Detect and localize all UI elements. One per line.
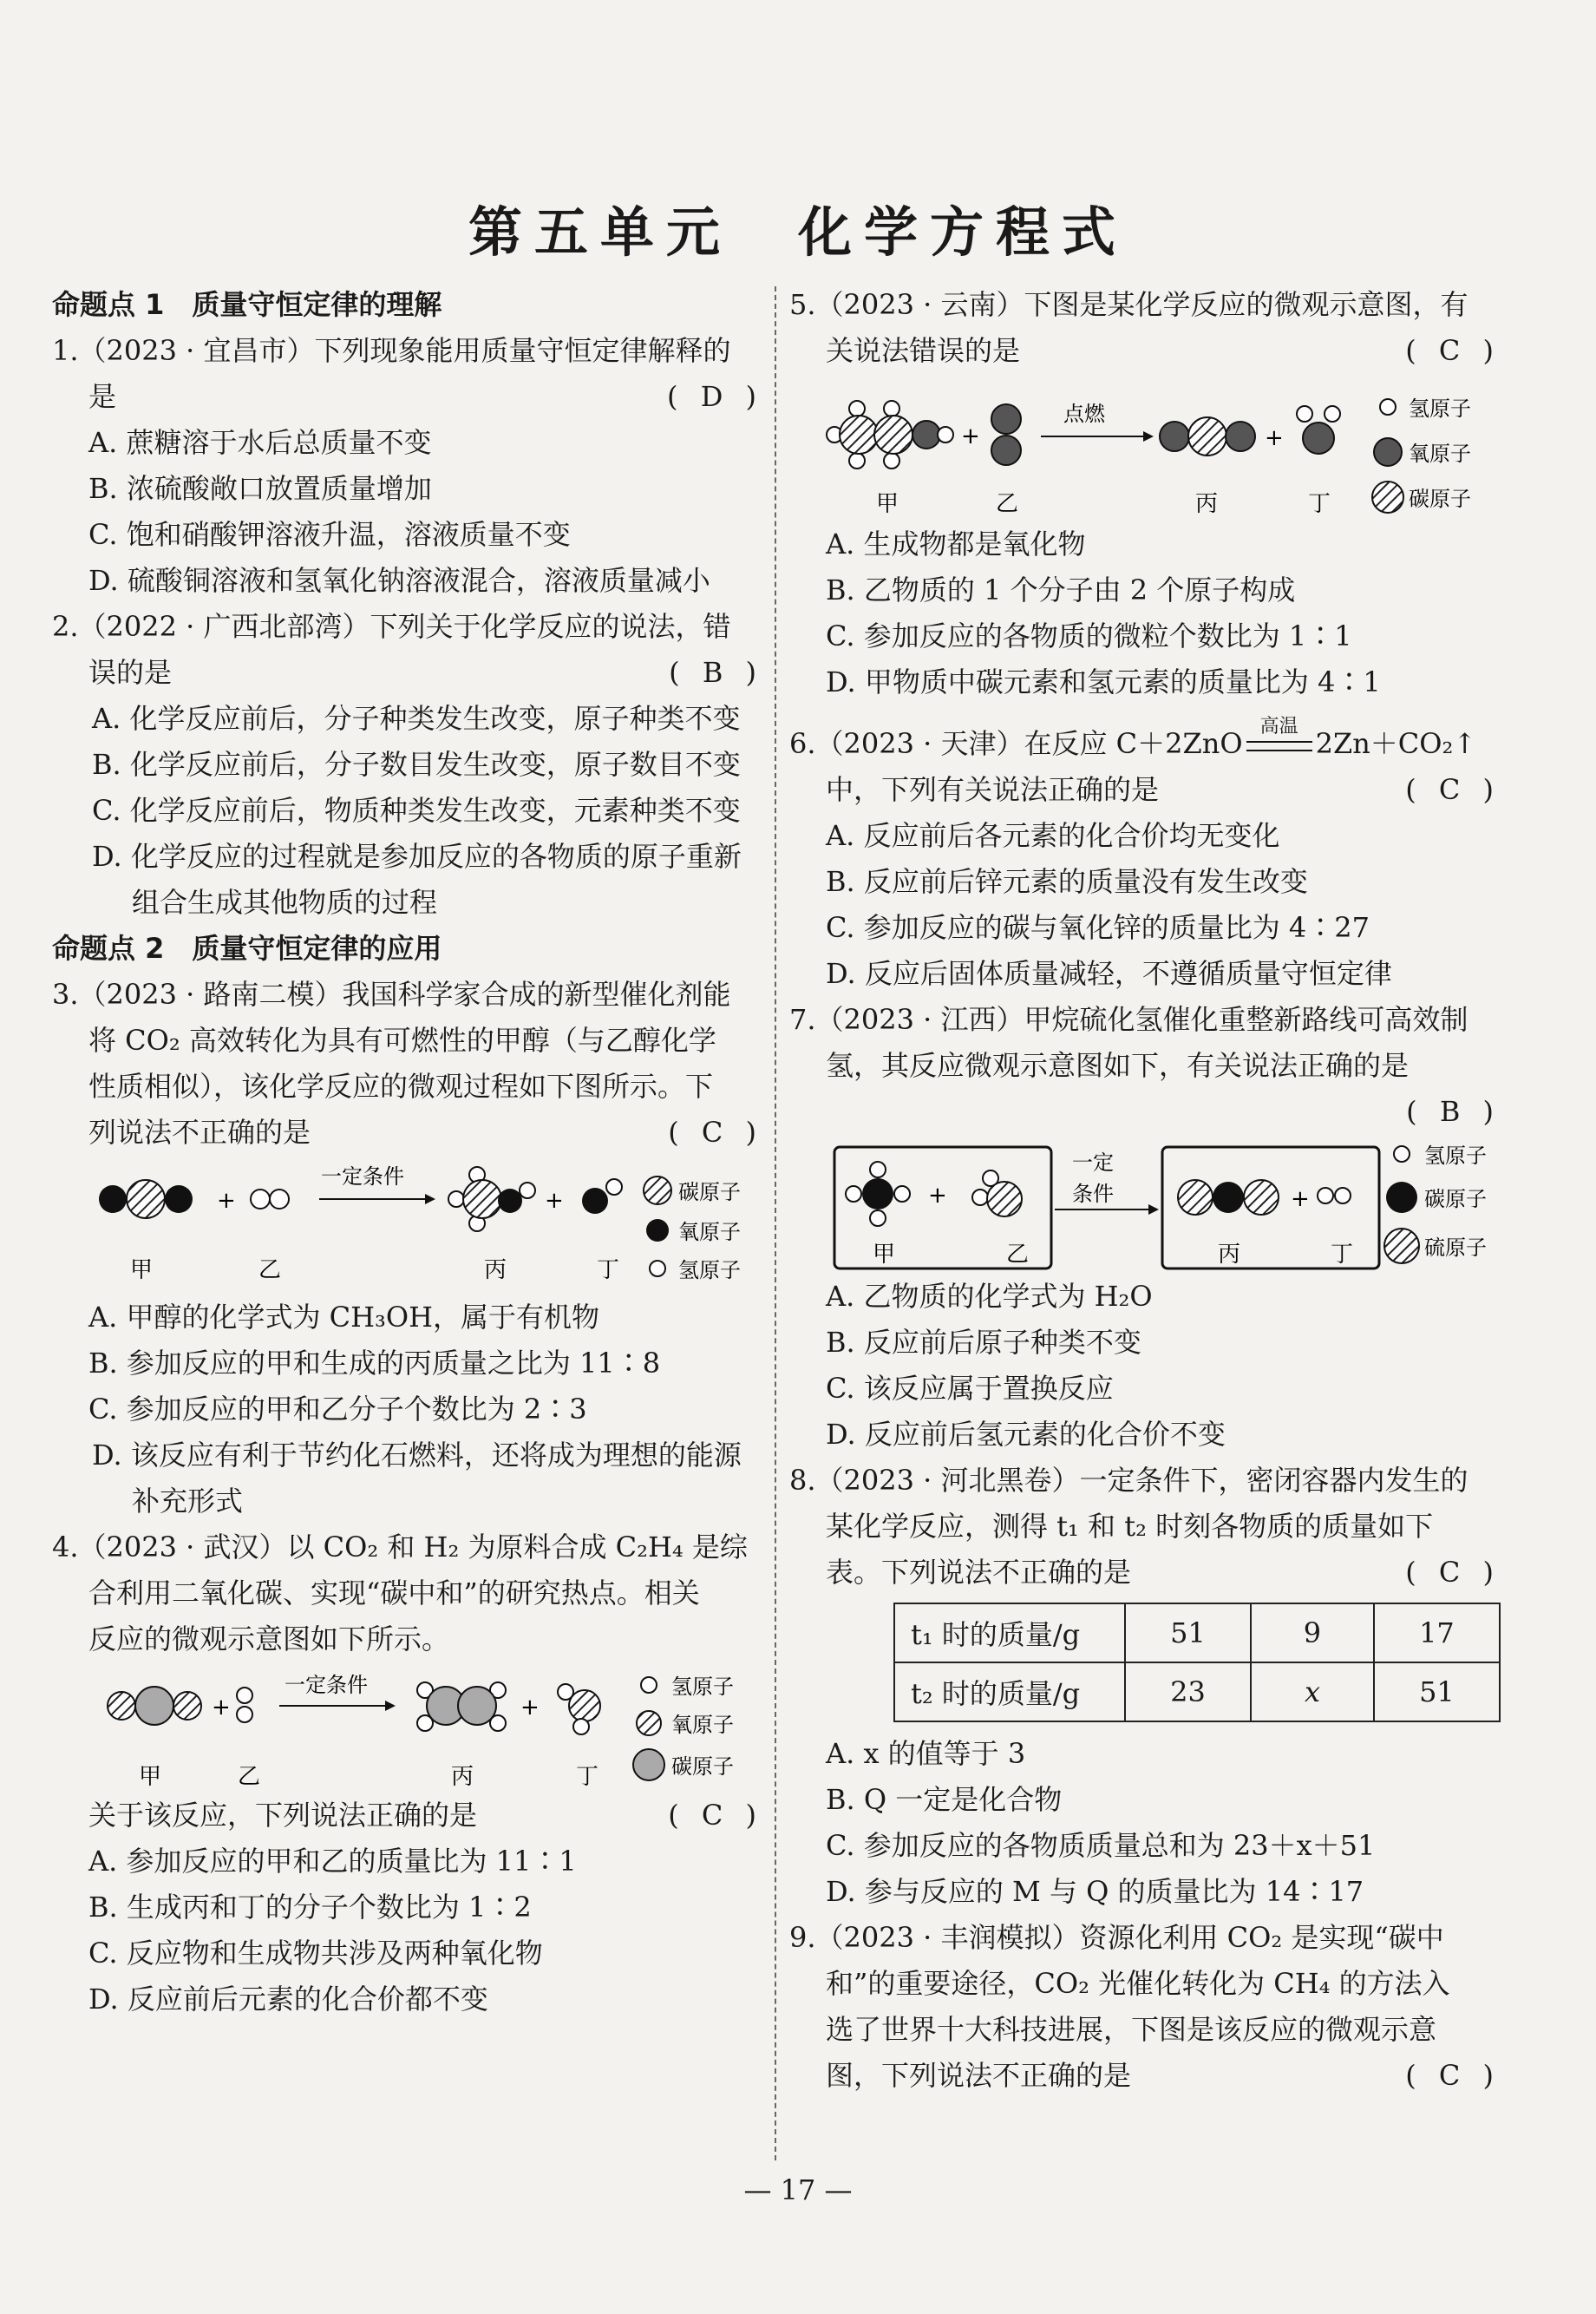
left-column xyxy=(52,282,763,2022)
q3-stem4: 列说法不正确的是 xyxy=(88,1116,311,1149)
q5-option-c: C. 参加反应的各物质的微粒个数比为 1∶1 xyxy=(826,619,1352,652)
q4-label-bing: 丙 xyxy=(451,1764,474,1790)
q7-molecule-yi xyxy=(972,1170,1022,1216)
q8-answer: ( C ) xyxy=(1405,1556,1501,1589)
q7-label-jia: 甲 xyxy=(873,1242,896,1268)
q9-stem4: 图，下列说法不正确的是 xyxy=(826,2059,1132,2092)
q6-equals-sign xyxy=(1243,716,1316,767)
q5-legend-oxygen: 氧原子 xyxy=(1409,442,1471,466)
q4-stem1: 4.（2023 · 武汉）以 CO₂ 和 H₂ 为原料合成 C₂H₄ 是综 xyxy=(52,1531,748,1563)
q3-legend-carbon: 碳原子 xyxy=(678,1180,741,1204)
q3-stem2: 将 CO₂ 高效转化为具有可燃性的甲醇（与乙醇化学 xyxy=(88,1024,716,1057)
q4-label-jia: 甲 xyxy=(139,1764,162,1790)
table-cell: 9 xyxy=(1251,1603,1374,1662)
q9-stem1: 9.（2023 · 丰润模拟）资源化利用 CO₂ 是实现“碳中 xyxy=(789,1921,1444,1954)
table-cell: t₂ 时的质量/g xyxy=(894,1662,1125,1721)
q4-reaction-diagram xyxy=(52,1662,763,1793)
q2-stem2: 误的是 xyxy=(88,656,173,689)
q6-condition: 高温 xyxy=(1259,716,1298,737)
question-3 xyxy=(52,972,763,1156)
q5-reaction-diagram xyxy=(789,374,1501,521)
q7-option-a: A. 乙物质的化学式为 H₂O xyxy=(826,1280,1153,1313)
section-heading-2: 命题点 2 质量守恒定律的应用 xyxy=(52,932,442,965)
q6-option-c: C. 参加反应的碳与氧化锌的质量比为 4∶27 xyxy=(826,911,1370,944)
svg-text:+: + xyxy=(545,1188,564,1214)
q4-label-yi: 乙 xyxy=(238,1764,261,1790)
q3-option-a: A. 甲醇的化学式为 CH₃OH，属于有机物 xyxy=(88,1301,599,1334)
q5-stem2: 关说法错误的是 xyxy=(826,334,1021,367)
q7-legend-carbon: 碳原子 xyxy=(1424,1187,1487,1211)
svg-text:+: + xyxy=(961,423,980,449)
question-1 xyxy=(52,328,763,604)
question-4 xyxy=(52,1524,763,1662)
q4-option-c: C. 反应物和生成物共涉及两种氧化物 xyxy=(88,1937,543,1970)
q4-stem3: 反应的微观示意图如下所示。 xyxy=(88,1622,450,1655)
q6-stem1: 6.（2023 · 天津）在反应 C＋2ZnO xyxy=(789,727,1243,760)
table-cell: 51 xyxy=(1125,1603,1251,1662)
q6-option-d: D. 反应后固体质量减轻，不遵循质量守恒定律 xyxy=(826,957,1392,990)
q4-stem4: 关于该反应，下列说法正确的是 xyxy=(88,1799,478,1832)
q3-option-c: C. 参加反应的甲和乙分子个数比为 2∶3 xyxy=(88,1393,587,1426)
page-number: — 17 — xyxy=(743,2173,853,2206)
q3-molecule-bing xyxy=(448,1167,535,1231)
q3-molecule-yi xyxy=(251,1190,289,1209)
q4-molecule-jia xyxy=(108,1687,201,1725)
table-cell: 51 xyxy=(1374,1662,1500,1721)
q6-stem1b: 2Zn＋CO₂↑ xyxy=(1315,727,1477,760)
q3-stem1: 3.（2023 · 路南二模）我国科学家合成的新型催化剂能 xyxy=(52,978,731,1011)
q4-label-ding: 丁 xyxy=(576,1764,599,1790)
q3-molecule-ding xyxy=(582,1179,622,1214)
q3-option-b: B. 参加反应的甲和生成的丙质量之比为 11∶8 xyxy=(88,1347,661,1380)
q1-answer: ( D ) xyxy=(667,380,763,413)
q5-legend-hydrogen: 氢原子 xyxy=(1409,397,1471,421)
q3-options xyxy=(52,1295,763,1524)
q7-options xyxy=(789,1274,1501,1458)
svg-text:+: + xyxy=(1291,1186,1310,1212)
right-column xyxy=(789,282,1501,2099)
q7-label-ding: 丁 xyxy=(1331,1242,1354,1268)
q2-option-a: A. 化学反应前后，分子种类发生改变，原子种类不变 xyxy=(92,702,741,735)
column-divider xyxy=(775,286,776,2160)
q7-condition-2: 条件 xyxy=(1072,1182,1114,1206)
table-cell: t₁ 时的质量/g xyxy=(894,1603,1125,1662)
table-cell: 17 xyxy=(1374,1603,1500,1662)
table-row xyxy=(894,1603,1500,1662)
q7-legend-hydrogen: 氢原子 xyxy=(1424,1144,1487,1168)
question-5 xyxy=(789,282,1501,374)
svg-text:+: + xyxy=(1265,425,1284,451)
q9-answer: ( C ) xyxy=(1405,2059,1501,2092)
q3-stem3: 性质相似），该化学反应的微观过程如下图所示。下 xyxy=(88,1070,714,1103)
q2-option-b: B. 化学反应前后，分子数目发生改变，原子数目不变 xyxy=(92,748,741,781)
q4-condition: 一定条件 xyxy=(285,1673,368,1697)
q5-label-yi: 乙 xyxy=(996,491,1019,517)
q8-option-c: C. 参加反应的各物质质量总和为 23＋x＋51 xyxy=(826,1829,1376,1862)
q7-label-yi: 乙 xyxy=(1006,1242,1030,1268)
q6-stem2: 中，下列有关说法正确的是 xyxy=(826,773,1160,806)
table-cell: x xyxy=(1251,1662,1374,1721)
question-7 xyxy=(789,997,1501,1089)
question-6 xyxy=(789,716,1501,997)
q5-options xyxy=(789,521,1501,705)
q2-option-c: C. 化学反应前后，物质种类发生改变，元素种类不变 xyxy=(92,794,741,827)
q3-legend-hydrogen: 氢原子 xyxy=(678,1258,741,1282)
page-title: 第五单元 化学方程式 xyxy=(468,200,1128,264)
q7-answer: ( B ) xyxy=(1406,1095,1501,1128)
q8-stem3: 表。下列说法不正确的是 xyxy=(826,1556,1132,1589)
q7-option-c: C. 该反应属于置换反应 xyxy=(826,1372,1114,1405)
q7-molecule-jia xyxy=(846,1162,910,1226)
q6-answer: ( C ) xyxy=(1405,773,1501,806)
q7-molecule-bing xyxy=(1178,1180,1279,1215)
q1-option-d: D. 硫酸铜溶液和氢氧化钠溶液混合，溶液质量减小 xyxy=(88,564,710,597)
q5-label-jia: 甲 xyxy=(876,491,899,517)
q5-label-ding: 丁 xyxy=(1308,491,1331,517)
svg-text:+: + xyxy=(217,1188,236,1214)
q1-stem1: 1.（2023 · 宜昌市）下列现象能用质量守恒定律解释的 xyxy=(52,334,731,367)
question-9 xyxy=(789,1915,1501,2099)
q2-answer: ( B ) xyxy=(669,656,763,689)
q5-condition: 点燃 xyxy=(1063,402,1105,426)
q5-legend-carbon: 碳原子 xyxy=(1409,487,1471,511)
q8-mass-table xyxy=(893,1603,1501,1722)
q3-option-d: D. 该反应有利于节约化石燃料，还将成为理想的能源补充形式 xyxy=(92,1439,742,1518)
q5-option-a: A. 生成物都是氧化物 xyxy=(826,528,1086,560)
q3-label-yi: 乙 xyxy=(258,1257,282,1283)
q4-legend-carbon: 碳原子 xyxy=(671,1754,734,1779)
q4-legend-oxygen: 氧原子 xyxy=(671,1713,734,1737)
q5-label-bing: 丙 xyxy=(1195,491,1219,517)
q7-legend-sulfur: 硫原子 xyxy=(1424,1236,1487,1260)
q6-option-b: B. 反应前后锌元素的质量没有发生改变 xyxy=(826,865,1308,898)
q1-option-b: B. 浓硫酸敞口放置质量增加 xyxy=(88,472,432,505)
q2-option-d: D. 化学反应的过程就是参加反应的各物质的原子重新组合生成其他物质的过程 xyxy=(92,840,742,919)
section-heading-1: 命题点 1 质量守恒定律的理解 xyxy=(52,288,442,321)
q4-option-d: D. 反应前后元素的化合价都不变 xyxy=(88,1983,488,2016)
q4-legend-hydrogen: 氢原子 xyxy=(671,1675,734,1699)
q3-label-bing: 丙 xyxy=(484,1257,507,1283)
q7-option-b: B. 反应前后原子种类不变 xyxy=(826,1326,1141,1359)
q1-option-c: C. 饱和硝酸钾溶液升温，溶液质量不变 xyxy=(88,518,571,551)
q5-molecule-ding xyxy=(1297,406,1340,454)
q7-label-bing: 丙 xyxy=(1218,1242,1241,1268)
q8-options xyxy=(789,1731,1501,1915)
q5-stem1: 5.（2023 · 云南）下图是某化学反应的微观示意图，有 xyxy=(789,288,1468,321)
svg-text:+: + xyxy=(212,1695,231,1721)
q7-stem2: 氢，其反应微观示意图如下，有关说法正确的是 xyxy=(826,1049,1410,1082)
q1-option-a: A. 蔗糖溶于水后总质量不变 xyxy=(88,426,432,459)
q5-option-b: B. 乙物质的 1 个分子由 2 个原子构成 xyxy=(826,574,1296,606)
svg-text:+: + xyxy=(520,1695,540,1721)
question-2 xyxy=(52,604,763,926)
q5-molecule-bing xyxy=(1160,417,1255,456)
q5-molecule-jia xyxy=(827,401,953,469)
q7-condition-1: 一定 xyxy=(1072,1150,1114,1175)
q9-stem2: 和”的重要途径，CO₂ 光催化转化为 CH₄ 的方法入 xyxy=(826,1967,1450,2000)
q8-stem1: 8.（2023 · 河北黑卷）一定条件下，密闭容器内发生的 xyxy=(789,1464,1468,1497)
q3-condition: 一定条件 xyxy=(321,1164,404,1189)
q8-option-a: A. x 的值等于 3 xyxy=(826,1737,1026,1770)
q3-answer: ( C ) xyxy=(668,1116,763,1149)
q8-option-b: B. Q 一定是化合物 xyxy=(826,1783,1063,1816)
q7-option-d: D. 反应前后氢元素的化合价不变 xyxy=(826,1418,1226,1451)
q5-option-d: D. 甲物质中碳元素和氢元素的质量比为 4∶1 xyxy=(826,665,1381,698)
q5-molecule-yi xyxy=(991,404,1021,465)
question-8 xyxy=(789,1458,1501,1596)
q4-molecule-ding xyxy=(558,1684,600,1734)
q1-stem2: 是 xyxy=(88,380,117,413)
q9-stem3: 选了世界十大科技进展，下图是该反应的微观示意 xyxy=(826,2013,1437,2046)
q2-stem1: 2.（2022 · 广西北部湾）下列关于化学反应的说法，错 xyxy=(52,610,731,643)
q4-answer: ( C ) xyxy=(668,1799,763,1832)
q8-stem2: 某化学反应，测得 t₁ 和 t₂ 时刻各物质的质量如下 xyxy=(826,1510,1434,1543)
table-row xyxy=(894,1662,1500,1721)
svg-text:+: + xyxy=(928,1183,947,1209)
q4-molecule-bing xyxy=(417,1682,506,1731)
q4-options xyxy=(52,1793,763,2022)
q4-stem2: 合利用二氧化碳、实现“碳中和”的研究热点。相关 xyxy=(88,1577,700,1609)
q8-option-d: D. 参与反应的 M 与 Q 的质量比为 14∶17 xyxy=(826,1875,1364,1908)
table-cell: 23 xyxy=(1125,1662,1251,1721)
q3-molecule-jia xyxy=(99,1180,193,1218)
q4-option-a: A. 参加反应的甲和乙的质量比为 11∶1 xyxy=(88,1845,577,1878)
q5-answer: ( C ) xyxy=(1405,334,1501,367)
q7-stem1: 7.（2023 · 江西）甲烷硫化氢催化重整新路线可高效制 xyxy=(789,1003,1468,1036)
q4-molecule-yi xyxy=(237,1688,252,1722)
q7-molecule-ding xyxy=(1318,1188,1351,1203)
q3-label-jia: 甲 xyxy=(130,1257,154,1283)
q4-option-b: B. 生成丙和丁的分子个数比为 1∶2 xyxy=(88,1891,532,1924)
q6-option-a: A. 反应前后各元素的化合价均无变化 xyxy=(826,819,1280,852)
q7-reaction-diagram xyxy=(789,1135,1501,1274)
q3-label-ding: 丁 xyxy=(597,1257,620,1283)
q3-reaction-diagram xyxy=(52,1156,763,1295)
q3-legend-oxygen: 氧原子 xyxy=(678,1220,741,1244)
